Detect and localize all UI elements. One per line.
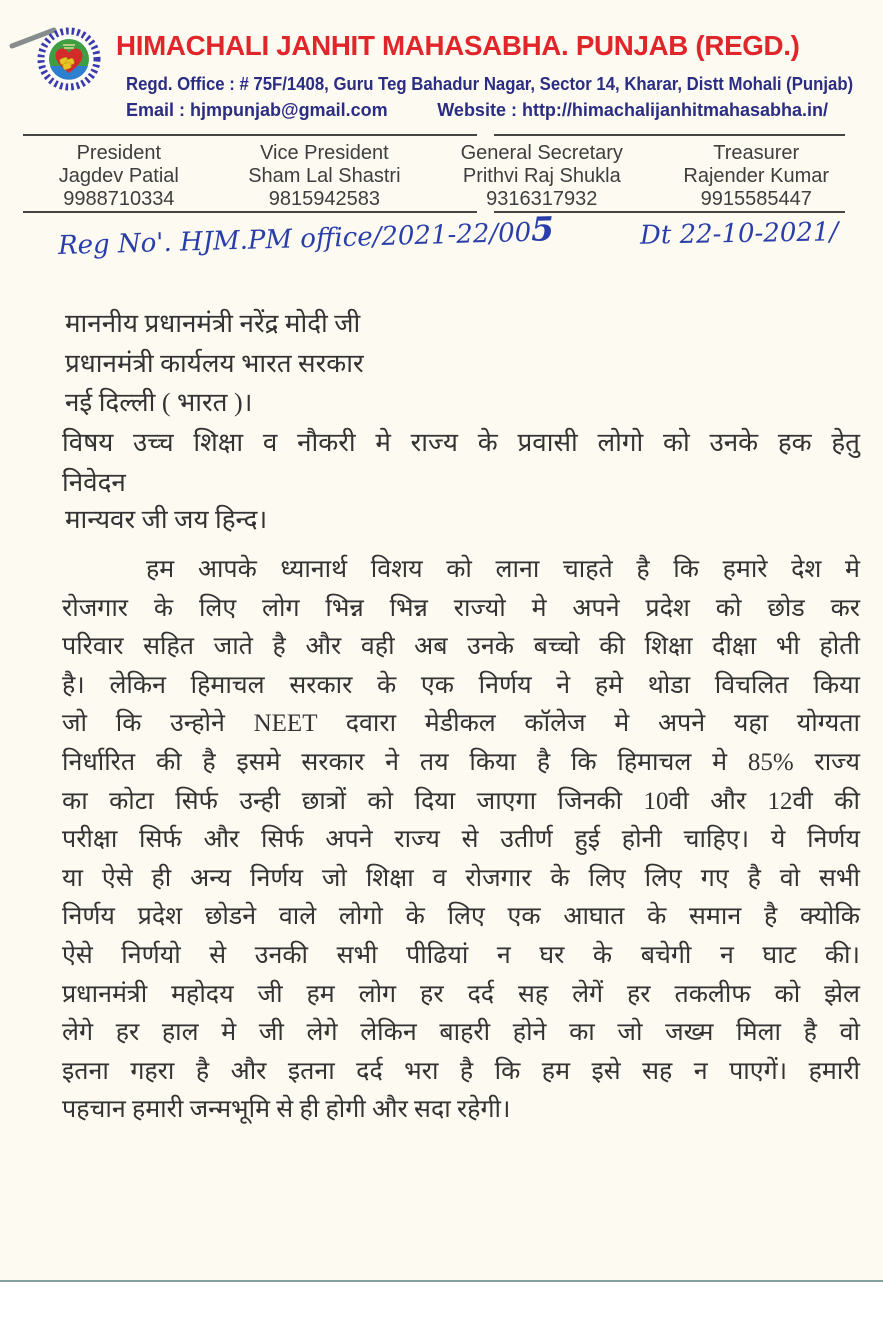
body-line: परीक्षा सिर्फ और सिर्फ अपने राज्य से उतीर्ण हुई होनी चाहिए। ये निर्णय bbox=[62, 826, 860, 854]
body-line: या ऐसे ही अन्य निर्णय जो शिक्षा व रोजगार के लिए लिए गए है वो सभी bbox=[62, 864, 860, 892]
officer-title: Treasurer bbox=[713, 142, 800, 164]
officer-phone: 9988710334 bbox=[63, 188, 175, 210]
officer-column-vice-president bbox=[218, 142, 431, 211]
officers-row bbox=[20, 142, 860, 211]
officer-name: Jagdev Patial bbox=[58, 165, 179, 187]
officer-column-treasurer bbox=[652, 142, 860, 211]
body-line: है। लेकिन हिमाचल सरकार के एक निर्णय ने हमे थोडा विचलित किया bbox=[62, 671, 860, 699]
body-line: इतना गहरा है और इतना दर्द भरा है कि हम इसे सह न पाएगें। हमारी bbox=[62, 1057, 860, 1085]
officer-name: Sham Lal Shastri bbox=[248, 165, 401, 187]
scanner-bottom-strip bbox=[0, 1282, 883, 1328]
recipient-line: नई दिल्ली ( भारत )। bbox=[65, 388, 253, 417]
letter-body bbox=[62, 551, 860, 1130]
recipient-line: प्रधानमंत्री कार्यलय भारत सरकार bbox=[65, 348, 364, 378]
email-text: Email : hjmpunjab@gmail.com bbox=[126, 100, 388, 120]
officer-column-general-secretary bbox=[431, 142, 652, 211]
ref-number-suffix: 5 bbox=[530, 209, 555, 249]
body-line: प्रधानमंत्री महोदय जी हम लोग हर दर्द सह लेगें हर तकलीफ को झेल bbox=[62, 980, 860, 1008]
body-line: जो कि उन्होने NEET दवारा मेडीकल कॉलेज मे अपने यहा योग्यता bbox=[62, 710, 860, 738]
org-name: HIMACHALI JANHIT MAHASABHA. PUNJAB (REGD.) bbox=[116, 30, 800, 61]
officer-name: Prithvi Raj Shukla bbox=[462, 165, 621, 187]
body-line: निर्धारित की है इसमे सरकार ने तय किया है कि हिमाचल मे 85% राज्य bbox=[62, 748, 860, 776]
officer-phone: 9915585447 bbox=[700, 188, 812, 210]
body-line: लेगे हर हाल मे जी लेगे लेकिन बाहरी होने का जो जख्म मिला है वो bbox=[62, 1019, 860, 1047]
regd-office-line: Regd. Office : # 75F/1408, Guru Teg Bahadur Nagar, Sector 14, Kharar, Distt Mohali (Punjab) bbox=[126, 74, 854, 94]
contact-row bbox=[126, 100, 828, 121]
subject-line: विषय उच्च शिक्षा व नौकरी मे राज्य के प्रवासी लोगो को उनके हक हेतु bbox=[62, 428, 860, 457]
recipient-block bbox=[65, 304, 364, 423]
subject-block bbox=[62, 423, 860, 503]
officer-title: Vice President bbox=[260, 142, 389, 164]
reference-row bbox=[57, 209, 859, 275]
body-line: परिवार सहित जाते है और वही अब उनके बच्चो की शिक्षा दीक्षा भी होती bbox=[62, 633, 860, 661]
body-line: निर्णय प्रदेश छोडने वाले लोगो के लिए एक आघात के समान है क्योकि bbox=[62, 903, 860, 931]
body-line: हम आपके ध्यानार्थ विशय को लाना चाहते है कि हमारे देश मे bbox=[146, 556, 860, 583]
officer-phone: 9815942583 bbox=[268, 188, 380, 210]
recipient-line: माननीय प्रधानमंत्री नरेंद्र मोदी जी bbox=[65, 309, 361, 338]
organization-logo-emblem bbox=[36, 26, 102, 92]
ref-number-text: Reg No'. HJM.PM office/2021-22/00 bbox=[57, 217, 532, 261]
body-line: ऐसे निर्णयो से उनकी सभी पीढियां न घर के बचेगी न घाट की। bbox=[62, 941, 860, 969]
body-line: पहचान हमारी जन्मभूमि से ही होगी और सदा रहेगी। bbox=[62, 1096, 511, 1124]
officer-column-president bbox=[20, 142, 218, 211]
website-text: Website : http://himachalijanhitmahasabha.in/ bbox=[437, 100, 828, 120]
officer-phone: 9316317932 bbox=[486, 188, 598, 210]
rule-segment bbox=[494, 134, 845, 136]
body-line: रोजगार के लिए लोग भिन्न भिन्न राज्यो मे अपने प्रदेश को छोड कर bbox=[62, 594, 860, 622]
separator-rule-top bbox=[23, 134, 845, 136]
salutation-text: मान्यवर जी जय हिन्द। bbox=[65, 505, 268, 534]
ref-number-handwritten bbox=[57, 209, 554, 262]
date-handwritten: Dt 22-10-2021/ bbox=[639, 217, 839, 251]
rule-segment bbox=[23, 134, 477, 136]
officer-title: General Secretary bbox=[460, 142, 623, 164]
body-line: का कोटा सिर्फ उन्ही छात्रों को दिया जाएगा जिनकी 10वी और 12वी की bbox=[62, 787, 860, 815]
officer-name: Rajender Kumar bbox=[683, 165, 830, 187]
officer-title: President bbox=[76, 142, 162, 164]
subject-line: निवेदन bbox=[62, 468, 126, 497]
